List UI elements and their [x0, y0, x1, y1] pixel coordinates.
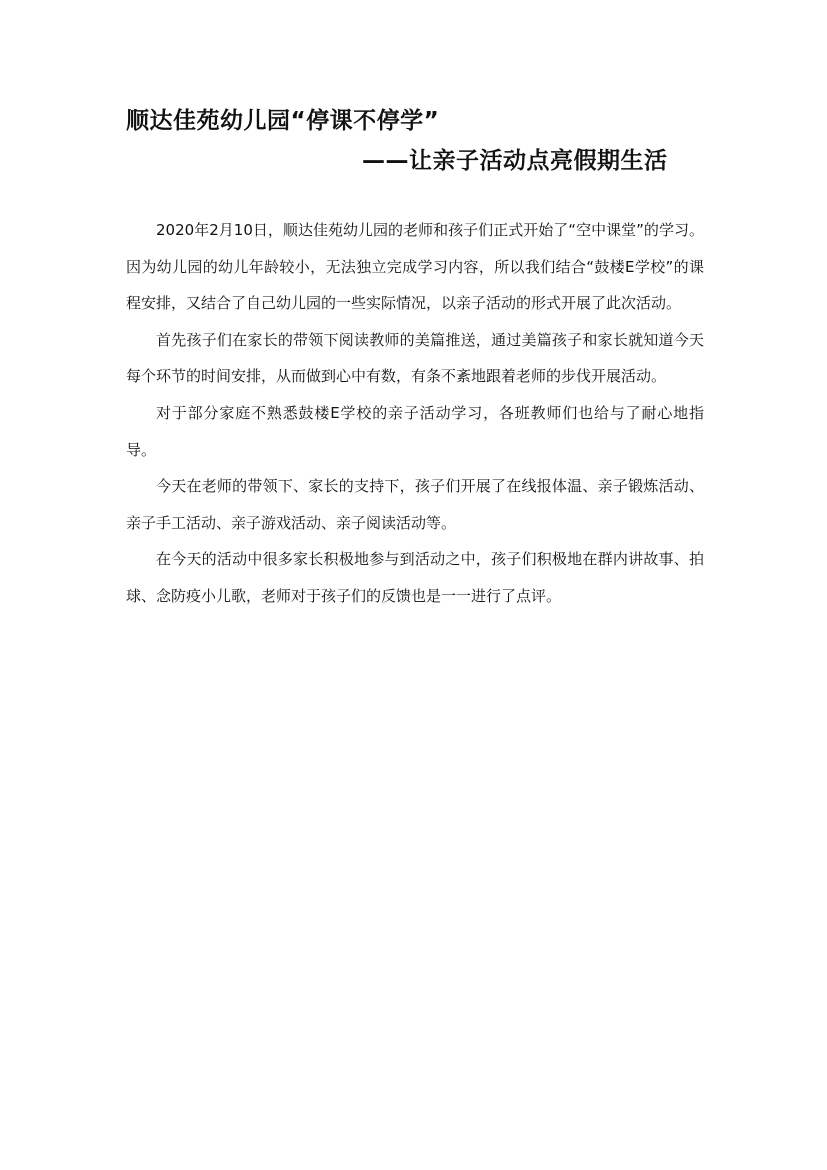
document-body	[126, 212, 704, 615]
document-title: 顺达佳苑幼儿园“停课不停学”	[126, 108, 440, 134]
paragraph-4: 今天在老师的带领下、家长的支持下，孩子们开展了在线报体温、亲子锻炼活动、亲子手工活动、亲子游戏活动、亲子阅读活动等。	[126, 477, 704, 532]
paragraph-3: 对于部分家庭不熟悉鼓楼E学校的亲子活动学习，各班教师们也给与了耐心地指导。	[126, 403, 704, 459]
paragraph-5: 在今天的活动中很多家长积极地参与到活动之中，孩子们积极地在群内讲故事、拍球、念防疫小儿歌，老师对于孩子们的反馈也是一一进行了点评。	[126, 550, 704, 605]
document-subtitle: ——让亲子活动点亮假期生活	[362, 148, 668, 174]
paragraph-2: 首先孩子们在家长的带领下阅读教师的美篇推送，通过美篇孩子和家长就知道今天每个环节的时间安排，从而做到心中有数，有条不紊地跟着老师的步伐开展活动。	[126, 330, 704, 386]
paragraph-1: 2020年2月10日，顺达佳苑幼儿园的老师和孩子们正式开始了“空中课堂”的学习。因为幼儿园的幼儿年龄较小，无法独立完成学习内容，所以我们结合“鼓楼E学校”的课程安排，又结合了自己幼儿园的一些实际情况，以亲子活动的形式开展了此次活动。	[126, 221, 704, 313]
